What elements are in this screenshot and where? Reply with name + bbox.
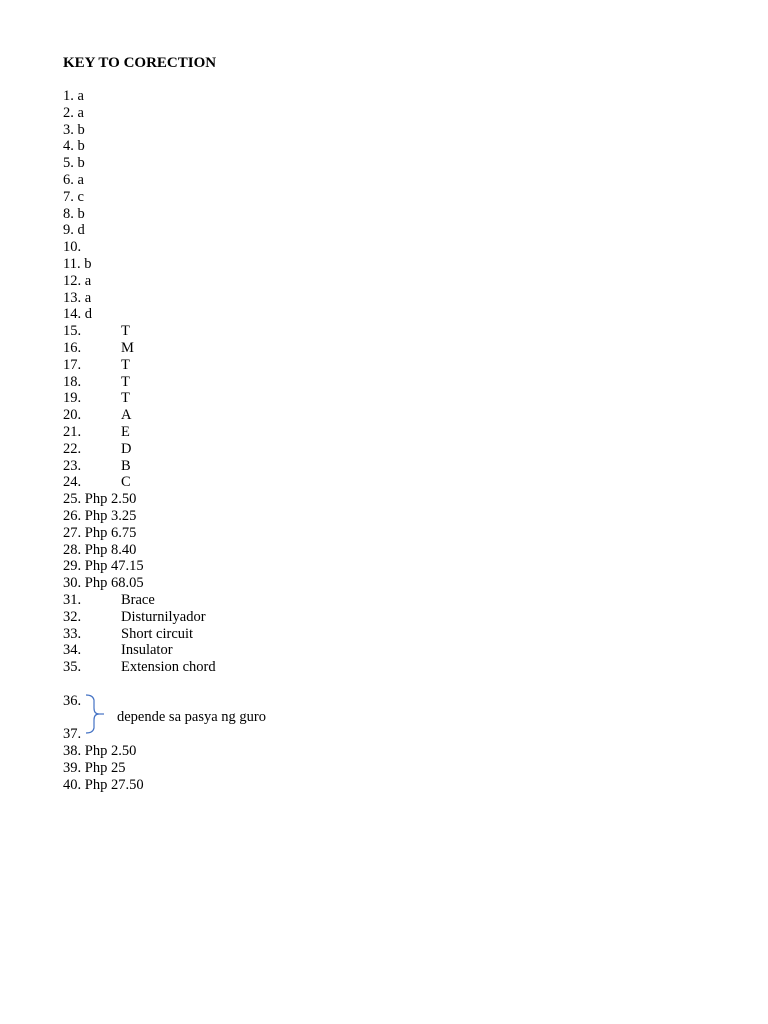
item-number: 37. <box>63 726 82 743</box>
item-number: 35. <box>63 659 82 676</box>
item-answer: T <box>121 373 130 390</box>
answer-row <box>63 726 463 743</box>
answer-row <box>63 424 463 441</box>
item-number: 28. <box>63 541 82 558</box>
item-number: 38. <box>63 743 82 760</box>
item-number: 8. <box>63 205 74 222</box>
item-number: 30. <box>63 575 82 592</box>
item-number: 14. <box>63 306 82 323</box>
item-answer: d <box>77 222 85 239</box>
answer-row <box>63 138 463 155</box>
answer-section-terms <box>63 592 463 676</box>
item-number: 17. <box>63 356 82 373</box>
item-number: 21. <box>63 423 82 440</box>
answer-row <box>63 155 463 172</box>
item-answer: M <box>121 339 134 356</box>
answer-row <box>63 172 463 189</box>
answer-row <box>63 609 463 626</box>
item-number: 22. <box>63 440 82 457</box>
item-number: 4. <box>63 138 74 155</box>
item-answer: Php 25 <box>84 759 126 776</box>
item-answer: b <box>77 155 85 172</box>
item-answer: T <box>121 390 130 407</box>
item-answer: E <box>121 423 130 440</box>
item-number: 1. <box>63 88 74 104</box>
answer-row <box>63 105 463 122</box>
item-number: 3. <box>63 121 74 138</box>
item-number: 6. <box>63 171 74 188</box>
item-answer: a <box>84 272 92 289</box>
item-number: 25. <box>63 491 82 508</box>
item-answer: Php 47.15 <box>84 558 144 575</box>
answer-row <box>63 290 463 307</box>
item-number: 32. <box>63 608 82 625</box>
item-answer: Php 8.40 <box>84 541 137 558</box>
item-number: 7. <box>63 188 74 205</box>
answer-row <box>63 222 463 239</box>
answer-row <box>63 558 463 575</box>
item-answer: c <box>77 188 84 205</box>
item-number: 29. <box>63 558 82 575</box>
answer-row <box>63 525 463 542</box>
answer-row <box>63 273 463 290</box>
right-curly-bracket-icon <box>85 693 105 735</box>
item-number: 39. <box>63 759 82 776</box>
item-number: 11. <box>63 255 81 272</box>
item-answer: Php 2.50 <box>84 491 137 508</box>
answer-row <box>63 542 463 559</box>
item-answer: a <box>77 171 84 188</box>
item-answer: Php 6.75 <box>84 524 137 541</box>
answer-row <box>63 575 463 592</box>
item-answer: b <box>84 255 92 272</box>
item-answer: b <box>77 121 85 138</box>
page-title: KEY TO CORECTION <box>63 55 217 71</box>
item-answer: T <box>121 356 130 373</box>
answer-section-prices <box>63 491 463 592</box>
answer-row <box>63 642 463 659</box>
answer-row <box>63 189 463 206</box>
answer-row <box>63 206 463 223</box>
answer-row <box>63 239 463 256</box>
item-answer: a <box>77 104 84 121</box>
answer-section-matching <box>63 323 463 491</box>
item-answer: d <box>84 306 92 323</box>
item-answer: Insulator <box>121 642 173 659</box>
answer-row <box>63 374 463 391</box>
answer-row <box>63 306 463 323</box>
item-answer: b <box>77 205 85 222</box>
answer-row <box>63 743 463 760</box>
answer-row <box>63 441 463 458</box>
item-answer: Php 27.50 <box>84 776 144 793</box>
item-answer: Extension chord <box>121 659 216 676</box>
answer-row <box>63 390 463 407</box>
item-number: 26. <box>63 507 82 524</box>
item-number: 9. <box>63 222 74 239</box>
item-number: 18. <box>63 373 82 390</box>
item-number: 16. <box>63 339 82 356</box>
answer-row <box>63 491 463 508</box>
answer-row <box>63 122 463 139</box>
answer-list <box>63 88 463 793</box>
item-answer: B <box>121 457 131 474</box>
answer-row <box>63 626 463 643</box>
item-answer: D <box>121 440 132 457</box>
answer-row <box>63 508 463 525</box>
answer-row <box>63 693 463 710</box>
item-number: 36. <box>63 692 82 709</box>
item-number: 27. <box>63 524 82 541</box>
blank-line <box>63 676 463 693</box>
item-number: 31. <box>63 591 82 608</box>
bracket-note: depende sa pasya ng guro <box>117 708 266 725</box>
item-answer: Php 68.05 <box>84 575 144 592</box>
answer-section-letters <box>63 88 463 323</box>
answer-row <box>63 407 463 424</box>
item-number: 23. <box>63 457 82 474</box>
item-number: 34. <box>63 642 82 659</box>
answer-row <box>63 659 463 676</box>
bracket-group <box>63 693 463 743</box>
item-answer: a <box>77 88 84 104</box>
answer-row <box>63 760 463 777</box>
item-answer: a <box>84 289 92 306</box>
answer-row <box>63 340 463 357</box>
item-answer: Php 2.50 <box>84 743 137 760</box>
item-number: 33. <box>63 625 82 642</box>
item-number: 12. <box>63 272 82 289</box>
answer-row <box>63 256 463 273</box>
answer-row <box>63 357 463 374</box>
item-number: 15. <box>63 323 82 340</box>
answer-row <box>63 323 463 340</box>
item-answer: Php 3.25 <box>84 507 137 524</box>
item-answer: C <box>121 474 131 491</box>
answer-row <box>63 592 463 609</box>
item-number: 19. <box>63 390 82 407</box>
item-answer: Brace <box>121 591 155 608</box>
item-number: 5. <box>63 155 74 172</box>
item-number: 40. <box>63 776 82 793</box>
answer-row <box>63 474 463 491</box>
item-number: 2. <box>63 104 74 121</box>
item-number: 13. <box>63 289 82 306</box>
item-number: 10. <box>63 239 82 256</box>
item-answer: A <box>121 407 132 424</box>
item-answer: Disturnilyador <box>121 608 206 625</box>
answer-row <box>63 88 463 105</box>
item-number: 20. <box>63 407 82 424</box>
item-answer: Short circuit <box>121 625 194 642</box>
item-answer: T <box>121 323 130 340</box>
answer-section-final-prices <box>63 743 463 793</box>
item-answer: b <box>77 138 85 155</box>
item-number: 24. <box>63 474 82 491</box>
answer-row <box>63 777 463 794</box>
answer-row <box>63 458 463 475</box>
